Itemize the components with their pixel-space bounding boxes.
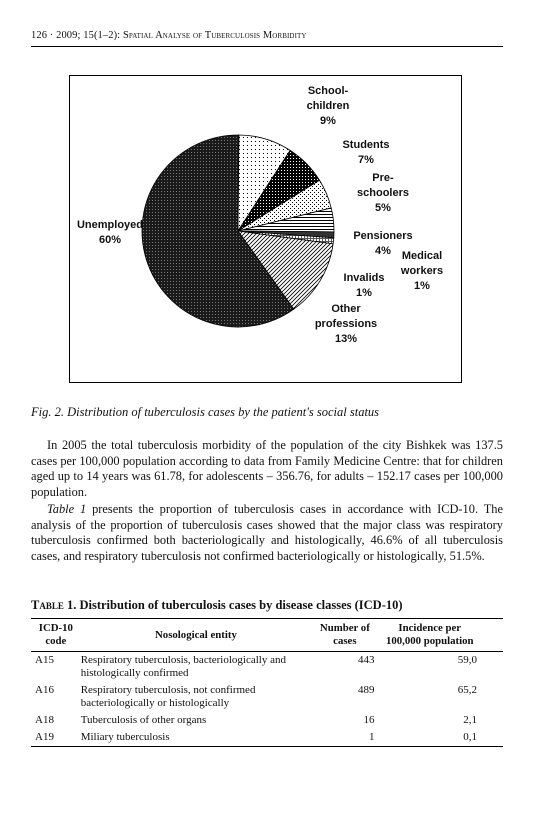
cell-cases: 1 [313, 729, 380, 747]
table-title-text: Distribution of tuberculosis cases by disease classes (ICD-10) [76, 598, 403, 612]
paragraph-2 [31, 502, 503, 564]
cell-entity: Miliary tuberculosis [79, 729, 313, 747]
pie-slice-label: Students 7% [342, 139, 390, 166]
page-info: 126 · 2009; 15(1–2): [31, 30, 123, 41]
cell-code: A16 [35, 684, 54, 696]
pie-slice-label: Unemployed 60% [76, 219, 144, 246]
pie-slice-label: Medical workers 1% [400, 250, 444, 292]
header-number-of-cases: Number of cases [313, 619, 380, 652]
header-icd10-code: ICD-10 code [31, 619, 79, 652]
pie-slice-label: Other professions 13% [314, 303, 378, 345]
cell-code: A19 [31, 729, 79, 747]
cell-cases: 16 [363, 714, 375, 726]
table-row [31, 712, 503, 729]
cell-incidence: 65,2 [457, 684, 477, 696]
cell-entity: Tuberculosis of other organs [80, 714, 207, 726]
table-row [31, 682, 503, 712]
cell-cases: 443 [358, 654, 375, 666]
table-reference: Table 1 [47, 502, 87, 516]
pie-chart [70, 76, 463, 384]
cell-incidence: 2,1 [463, 714, 477, 726]
pie-slice-label: Pensioners 4% [353, 230, 413, 257]
table-title [31, 598, 503, 613]
pie-slice-label: Pre-schoolers 5% [357, 172, 409, 214]
header-rule [31, 46, 503, 47]
cell-entity: Respiratory tuberculosis, bacteriologically and histologically confirmed [80, 654, 286, 679]
pie-slice-label: Invalids 1% [343, 272, 385, 299]
header-incidence: Incidence per 100,000 population [381, 619, 503, 652]
cell-incidence: 59,0 [457, 654, 477, 666]
table-row [31, 652, 503, 683]
journal-title: Spatial Analyse of Tuberculosis Morbidity [122, 30, 307, 41]
running-head [31, 30, 503, 41]
header-nosological-entity: Nosological entity [79, 619, 313, 652]
icd10-table [31, 618, 503, 747]
figure-frame [69, 75, 462, 383]
pie-slices [142, 135, 334, 327]
cell-code: A15 [35, 654, 54, 666]
table-title-prefix: Table 1. [31, 598, 77, 612]
table-row [31, 729, 503, 747]
figure-caption: Fig. 2. Distribution of tuberculosis cases by the patient's social status [31, 405, 380, 419]
pie-slice-label: School-children 9% [306, 85, 350, 127]
cell-entity: Respiratory tuberculosis, not confirmed bacteriologically or histologically [80, 684, 256, 709]
cell-cases: 489 [358, 684, 375, 696]
paragraph-2-text: presents the proportion of tuberculosis cases in accordance with ICD-10. The analysis of the proportion of tuberculosis cases showed that the major class was respiratory tuberculosis confirmed both bacteriologically and histologically, 46.6% of all tuberculosis cases, and respiratory tuberculosis not confirmed bacteriologically or histologically, 51.5%. [31, 502, 503, 563]
cell-incidence: 0,1 [381, 729, 503, 747]
paragraph-1: In 2005 the total tuberculosis morbidity of the population of the city Bishkek was 137.5 cases per 100,000 population according to data from Family Medicine Centre: that for children aged up to 14 years was 61.78, for adolescents – 356.76, for adults – 152.17 cases per 100,000 population. [31, 438, 503, 499]
table-header-row [31, 619, 503, 652]
cell-code: A18 [35, 714, 54, 726]
